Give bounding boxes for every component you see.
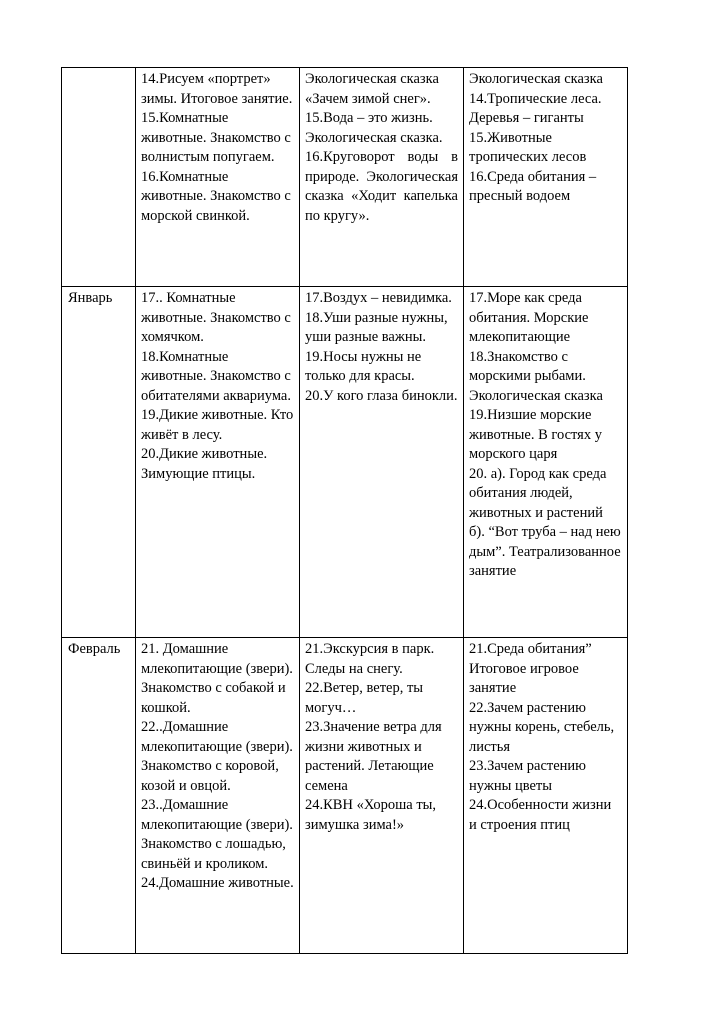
topics-cell-c xyxy=(464,638,628,954)
month-cell: Февраль xyxy=(62,638,136,954)
topics-cell-a xyxy=(136,68,300,287)
topic-item: 19.Низшие морские животные. В гостях у морского царя xyxy=(469,407,602,462)
month-cell xyxy=(62,68,136,287)
topics-cell-a xyxy=(136,287,300,638)
topic-item: 20. а). Город как среда обитания людей, животных и растений xyxy=(469,465,607,521)
topic-item: 17.Море как среда обитания. Морские млекопитающие xyxy=(469,290,589,345)
topic-item: 14.Тропические леса. Деревья – гиганты xyxy=(469,90,602,126)
topic-item: 18.Комнатные животные. Знакомство с обитателями аквариума. xyxy=(141,348,291,404)
topic-item: 23.Значение ветра для жизни животных и растений. Летающие семена xyxy=(305,719,442,794)
topic-item: 16.Среда обитания – пресный водоем xyxy=(469,168,597,204)
topic-item: 14.Рисуем «портрет» зимы. Итоговое занятие. xyxy=(141,71,293,107)
topics-cell-b xyxy=(300,287,464,638)
topic-item: 21.Среда обитания” Итоговое игровое занятие xyxy=(469,641,592,696)
topic-item: 22..Домашние млекопитающие (звери). Знакомство с коровой, козой и овцой. xyxy=(141,719,293,794)
topic-item: 24.Домашние животные. xyxy=(141,875,294,891)
topic-item: 18.Уши разные нужны, уши разные важны. xyxy=(305,309,448,345)
topic-item: Экологическая сказка «Зачем зимой снег». xyxy=(305,71,439,107)
topic-item: 21. Домашние млекопитающие (звери). Знакомство с собакой и кошкой. xyxy=(141,641,293,716)
topic-item: 19.Дикие животные. Кто живёт в лесу. xyxy=(141,407,294,443)
topic-item: 19.Носы нужны не только для красы. xyxy=(305,348,422,384)
plan-table xyxy=(61,67,628,954)
topic-item: 24.КВН «Хороша ты, зимушка зима!» xyxy=(305,797,437,833)
topic-item: Экологическая сказка xyxy=(469,71,603,87)
month-cell: Январь xyxy=(62,287,136,638)
topic-item: 17.. Комнатные животные. Знакомство с хомячком. xyxy=(141,290,291,345)
topic-item: 21.Экскурсия в парк. Следы на снегу. xyxy=(305,641,435,677)
topic-item: 15.Вода – это жизнь. Экологическая сказка. xyxy=(305,110,443,146)
topic-item: 16.Комнатные животные. Знакомство с морской свинкой. xyxy=(141,168,291,224)
topic-item: 16.Круговорот воды в природе. Экологическая сказка «Ходит капелька по кругу». xyxy=(305,149,458,224)
topic-item: б). “Вот труба – над нею дым”. Театрализованное занятие xyxy=(469,524,621,579)
topics-cell-a xyxy=(136,638,300,954)
topics-cell-b xyxy=(300,68,464,287)
table-row xyxy=(62,68,628,287)
topic-item: 17.Воздух – невидимка. xyxy=(305,290,452,306)
topic-item: 20.Дикие животные. Зимующие птицы. xyxy=(141,446,268,482)
topics-cell-c xyxy=(464,68,628,287)
topic-item: 18.Знакомство с морскими рыбами. Экологическая сказка xyxy=(469,348,603,404)
topic-item: 23.Зачем растению нужны цветы xyxy=(469,758,587,794)
topic-item: 15.Животные тропических лесов xyxy=(469,129,587,165)
topics-cell-c xyxy=(464,287,628,638)
topic-item: 24.Особенности жизни и строения птиц xyxy=(469,797,612,833)
topic-item: 15.Комнатные животные. Знакомство с волнистым попугаем. xyxy=(141,110,291,165)
topic-item: 23..Домашние млекопитающие (звери). Знакомство с лошадью, свиньёй и кроликом. xyxy=(141,797,293,872)
topics-cell-b xyxy=(300,638,464,954)
topic-item: 22.Зачем растению нужны корень, стебель, листья xyxy=(469,699,615,755)
table-row xyxy=(62,638,628,954)
topic-item: 20.У кого глаза бинокли. xyxy=(305,387,458,404)
topic-item: 22.Ветер, ветер, ты могуч… xyxy=(305,680,424,716)
table-row xyxy=(62,287,628,638)
